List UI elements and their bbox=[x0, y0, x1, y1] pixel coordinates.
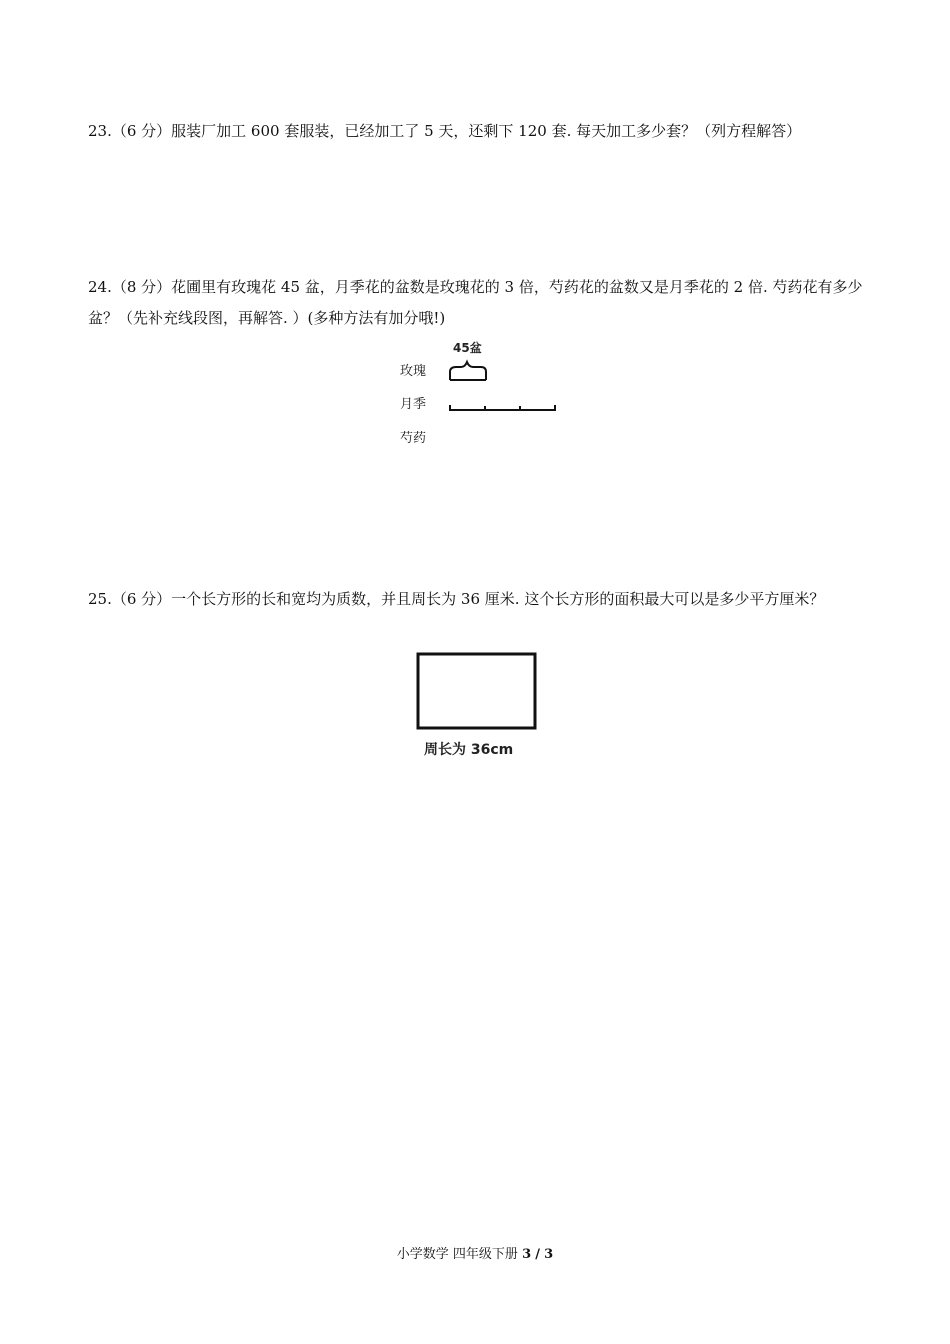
row-label-peony: 芍药 bbox=[400, 431, 427, 446]
page-total: 3 bbox=[544, 1247, 554, 1262]
segment-lines bbox=[395, 336, 575, 456]
segment-diagram bbox=[395, 336, 575, 456]
brace-icon bbox=[450, 362, 486, 380]
question-24: 24.（8 分）花圃里有玫瑰花 45 盆，月季花的盆数是玫瑰花的 3 倍，芍药花的盆数又是月季花的 2 倍. 芍药花有多少盆？（先补充线段图，再解答. ）(多种方法有加分哦!) bbox=[88, 278, 863, 327]
row-label-chinese-rose: 月季 bbox=[400, 397, 427, 412]
footer-text: 小学数学 四年级下册 bbox=[396, 1247, 518, 1262]
page-footer bbox=[0, 1246, 950, 1264]
page-separator: / bbox=[535, 1247, 541, 1262]
question-25: 25.（6 分）一个长方形的长和宽均为质数，并且周长为 36 厘米. 这个长方形的面积最大可以是多少平方厘米？ bbox=[88, 590, 825, 608]
rectangle-shape bbox=[410, 648, 550, 738]
question-23: 23.（6 分）服装厂加工 600 套服装，已经加工了 5 天，还剩下 120 套. 每天加工多少套？（列方程解答） bbox=[88, 122, 802, 140]
brace-label: 45盆 bbox=[453, 341, 482, 355]
row-label-rose: 玫瑰 bbox=[400, 364, 427, 379]
page-current: 3 bbox=[522, 1247, 532, 1262]
rectangle-caption: 周长为 36cm bbox=[424, 742, 514, 758]
rectangle-figure bbox=[410, 648, 550, 768]
